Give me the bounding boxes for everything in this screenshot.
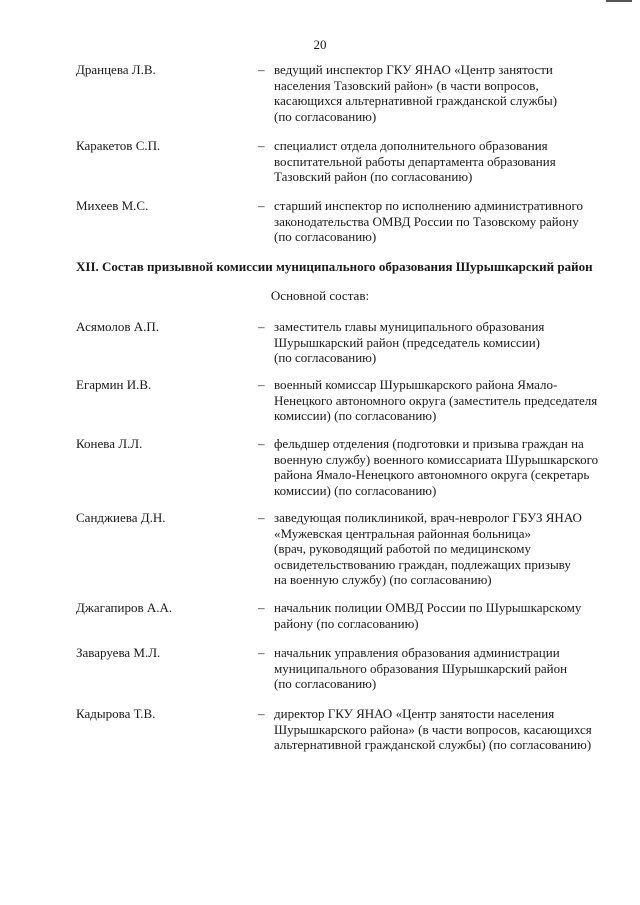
member-name: Асямолов А.П. <box>76 319 160 334</box>
section-subtitle: Основной состав: <box>270 288 370 303</box>
member-name: Конева Л.Л. <box>76 436 143 451</box>
member-name: Заваруева М.Л. <box>76 645 161 660</box>
member-name: Джагапиров А.А. <box>76 600 173 615</box>
dash-separator: – <box>258 510 265 525</box>
member-name: Егармин И.В. <box>76 377 152 392</box>
dash-separator: – <box>258 198 265 213</box>
scan-corner-mark <box>606 0 632 2</box>
member-name: Кадырова Т.В. <box>76 706 156 721</box>
member-role: начальник полиции ОМВД России по Шурышкарскому району (по согласованию) <box>274 600 582 631</box>
dash-separator: – <box>258 600 265 615</box>
dash-separator: – <box>258 436 265 451</box>
dash-separator: – <box>258 319 265 334</box>
page-number: 20 <box>313 37 327 52</box>
member-role: заместитель главы муниципального образования Шурышкарский район (председатель комиссии) (по согласованию) <box>274 319 545 365</box>
member-role: фельдшер отделения (подготовки и призыва граждан на военную службу) военного комиссариата Шурышкарского района Ямало-Ненецкого автономного округа (секретарь комиссии) (по согласованию) <box>274 436 599 498</box>
member-name: Каракетов С.П. <box>76 138 161 153</box>
member-name: Михеев М.С. <box>76 198 149 213</box>
dash-separator: – <box>258 706 265 721</box>
member-role: специалист отдела дополнительного образования воспитательной работы департамента образования Тазовский район (по согласованию) <box>274 138 556 184</box>
member-role: ведущий инспектор ГКУ ЯНАО «Центр занятости населения Тазовский район» (в части вопросов, касающихся альтернативной гражданской службы) (по согласованию) <box>274 62 558 124</box>
member-name: Дранцева Л.В. <box>76 62 156 77</box>
section-title: XII. Состав призывной комиссии муниципального образования Шурышкарский район <box>76 259 593 274</box>
member-role: директор ГКУ ЯНАО «Центр занятости населения Шурышкарского района» (в части вопросов, касающихся альтернативной гражданской службы) (по согласованию) <box>274 706 592 752</box>
member-role: начальник управления образования администрации муниципального образования Шурышкарский район (по согласованию) <box>274 645 568 691</box>
dash-separator: – <box>258 138 265 153</box>
member-role: старший инспектор по исполнению административного законодательства ОМВД России по Тазовскому району (по согласованию) <box>274 198 583 244</box>
dash-separator: – <box>258 62 265 77</box>
member-role: заведующая поликлиникой, врач-невролог ГБУЗ ЯНАО «Мужевская центральная районная больница» (врач, руководящий работой по медицинскому освидетельствованию граждан, подлежащих призыву на военную службу) (по согласованию) <box>274 510 582 587</box>
dash-separator: – <box>258 377 265 392</box>
dash-separator: – <box>258 645 265 660</box>
member-name: Санджиева Д.Н. <box>76 510 166 525</box>
member-role: военный комиссар Шурышкарского района Ямало- Ненецкого автономного округа (заместитель председателя комиссии) (по согласованию) <box>274 377 598 423</box>
